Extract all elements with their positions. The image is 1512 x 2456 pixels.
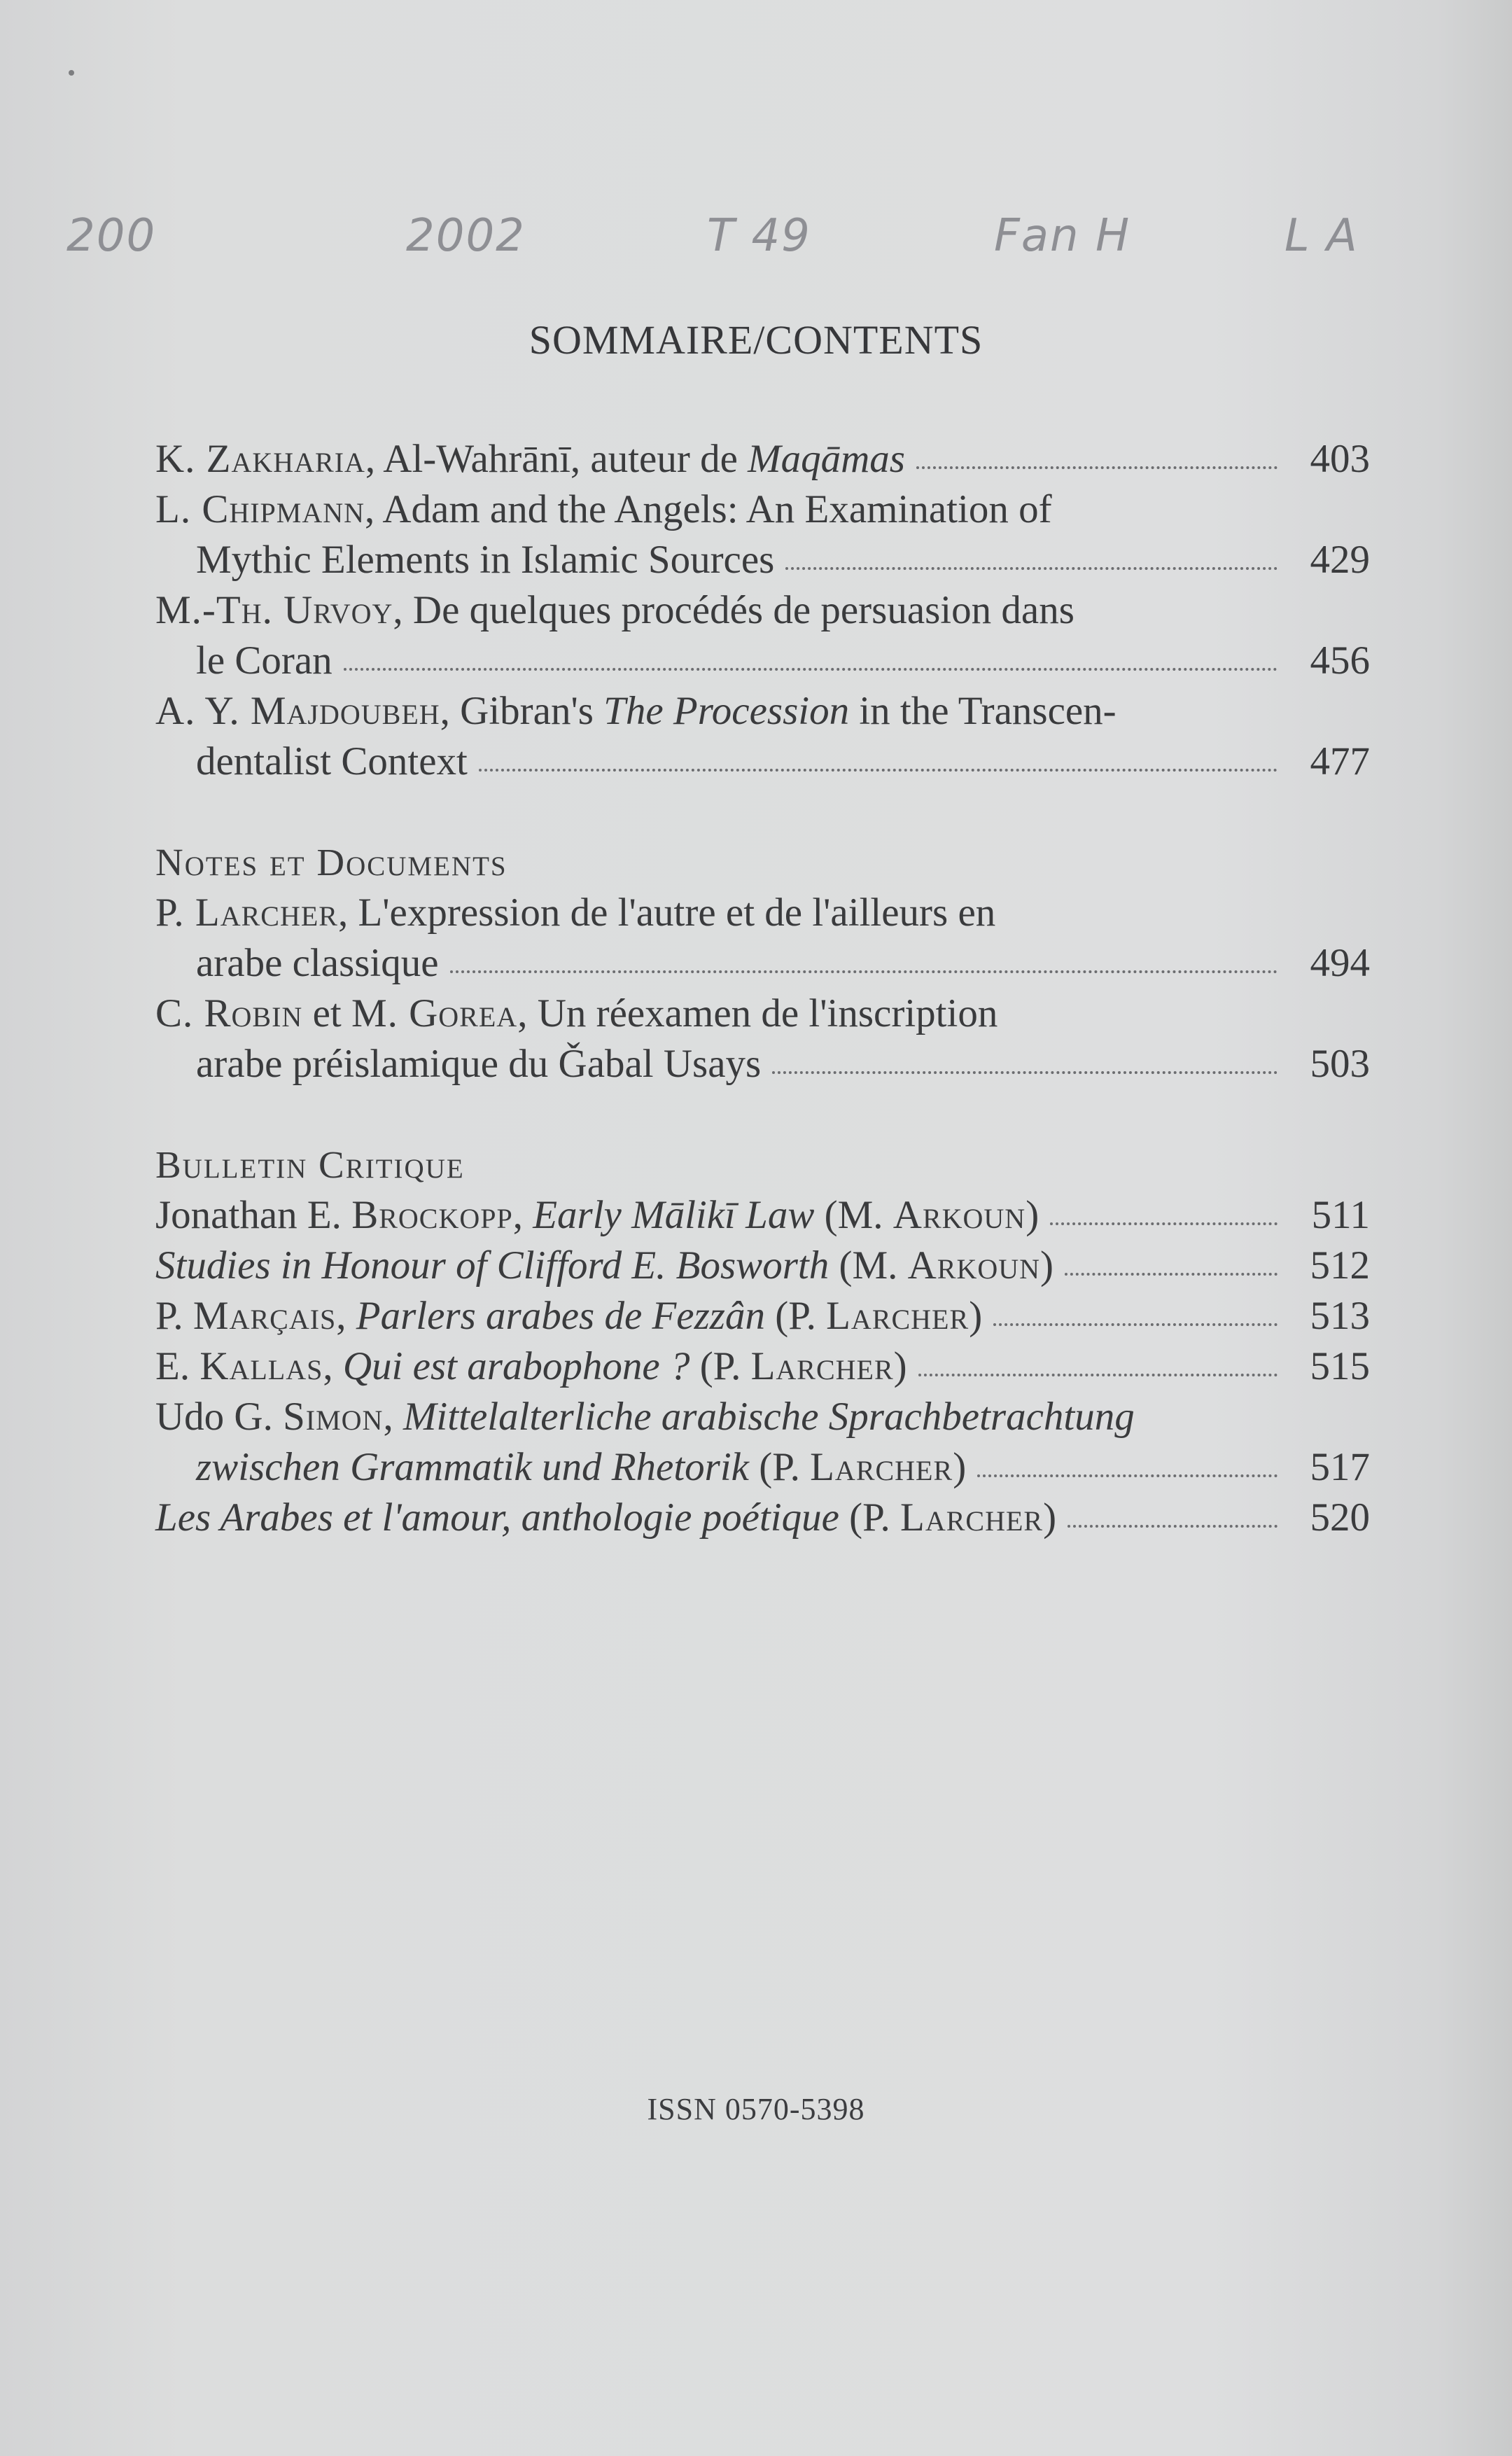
page-number: 515: [1310, 1344, 1370, 1388]
book-title: Mittelalterliche arabische Sprachbetrachtung: [402, 1395, 1135, 1439]
leader-dots: [993, 1323, 1278, 1326]
toc-entry[interactable]: [155, 585, 1370, 636]
toc-entry[interactable]: [155, 1341, 1370, 1392]
entry-title: in the Transcen-: [849, 689, 1116, 733]
entry-title: , Adam and the Angels: An Examination of: [365, 487, 1052, 531]
leader-dots: [1050, 1222, 1278, 1225]
issn-number: ISSN 0570-5398: [647, 2092, 865, 2126]
reviewer-open: (P.: [748, 1445, 811, 1489]
table-of-contents: [155, 434, 1370, 1543]
toc-entry[interactable]: [155, 1190, 1370, 1241]
toc-entry-continuation: [155, 737, 1370, 787]
leader-dots: [772, 1071, 1278, 1074]
author-given-name: Udo G.: [155, 1395, 284, 1439]
leader-dots: [1065, 1273, 1278, 1276]
leader-dots: [977, 1474, 1278, 1477]
entry-title: , Gibran's: [440, 689, 604, 733]
separator: ,: [512, 1193, 533, 1237]
author-name: C. Robin: [155, 991, 303, 1035]
author-given-name: P.: [155, 1294, 193, 1338]
toc-entry[interactable]: [155, 1241, 1370, 1291]
handwritten-note-3: T 49: [707, 210, 811, 262]
book-title: Early Mālikī Law: [533, 1193, 815, 1237]
book-title: Studies in Honour of Clifford E. Bosworth: [155, 1243, 830, 1288]
toc-entry-continuation: [155, 938, 1370, 989]
separator: ,: [383, 1395, 403, 1439]
toc-entry[interactable]: [155, 1493, 1370, 1543]
reviewer-name: Larcher: [900, 1495, 1044, 1540]
entry-title: le Coran: [196, 639, 332, 683]
reviewer-name: Larcher: [750, 1344, 894, 1388]
book-title: zwischen Grammatik und Rhetorik: [196, 1445, 749, 1489]
reviewer-close: ): [1026, 1193, 1040, 1237]
page-number: 494: [1310, 941, 1370, 985]
toc-entry-continuation: [155, 1039, 1370, 1089]
toc-entry[interactable]: [155, 434, 1370, 484]
reviewer-open: (P.: [764, 1294, 827, 1338]
leader-dots: [916, 466, 1278, 469]
connector-text: et: [302, 991, 351, 1035]
entry-title: , Al-Wahrānī, auteur de: [365, 437, 748, 481]
ink-speck: [69, 70, 74, 76]
toc-entry[interactable]: [155, 888, 1370, 938]
reviewer-close: ): [969, 1294, 983, 1338]
reviewer-open: (M.: [829, 1243, 908, 1288]
author-name: Kallas: [200, 1344, 323, 1388]
entry-title: arabe préislamique du Ǧabal Usays: [196, 1042, 762, 1086]
section-heading-notes: Notes et Documents: [155, 841, 507, 884]
toc-entry[interactable]: [155, 1392, 1370, 1442]
leader-dots: [785, 567, 1278, 570]
reviewer-close: ): [953, 1445, 967, 1489]
page-title: SOMMAIRE/CONTENTS: [528, 317, 983, 363]
section-heading-bulletin: Bulletin Critique: [155, 1143, 465, 1186]
separator: ,: [323, 1344, 343, 1388]
page-number: 503: [1310, 1042, 1370, 1086]
toc-entry-continuation: [155, 1442, 1370, 1493]
entry-title-italic: Maqāmas: [748, 437, 905, 481]
page-number: 477: [1310, 739, 1370, 783]
leader-dots: [918, 1374, 1278, 1376]
reviewer-name: Larcher: [810, 1445, 953, 1489]
page-number: 403: [1310, 437, 1370, 481]
reviewer-name: Arkoun: [892, 1193, 1026, 1237]
author-given-name: E.: [155, 1344, 200, 1388]
leader-dots: [344, 668, 1278, 671]
handwritten-note-4: Fan H: [994, 210, 1131, 262]
author-name: Brockopp: [351, 1193, 513, 1237]
toc-entry-continuation: [155, 535, 1370, 585]
author-name: A. Y. Majdoubeh: [155, 689, 440, 733]
leader-dots: [1068, 1525, 1278, 1528]
leader-dots: [479, 769, 1278, 772]
reviewer-open: (P.: [839, 1495, 901, 1540]
handwritten-note-2: 2002: [406, 210, 526, 262]
author-name: Marçais: [192, 1294, 337, 1338]
reviewer-close: ): [1043, 1495, 1057, 1540]
author-name: K. Zakharia: [155, 437, 365, 481]
entry-title: dentalist Context: [196, 739, 468, 783]
toc-entry[interactable]: [155, 989, 1370, 1039]
page-number: 520: [1310, 1495, 1370, 1540]
reviewer-name: Larcher: [826, 1294, 969, 1338]
book-title: Les Arabes et l'amour, anthologie poétique: [155, 1495, 839, 1540]
author-given-name: Jonathan E.: [155, 1193, 352, 1237]
entry-title: , De quelques procédés de persuasion dans: [393, 588, 1074, 632]
entry-title: arabe classique: [196, 941, 439, 985]
author-name: L. Chipmann: [155, 487, 365, 531]
entry-title: Mythic Elements in Islamic Sources: [196, 538, 775, 582]
author-name: Simon: [283, 1395, 384, 1439]
book-title: Parlers arabes de Fezzân: [356, 1294, 765, 1338]
entry-title-italic: The Procession: [603, 689, 850, 733]
entry-title: , L'expression de l'autre et de l'ailleurs en: [337, 891, 996, 935]
page-number: 511: [1311, 1193, 1370, 1237]
reviewer-close: ): [1040, 1243, 1054, 1288]
toc-entry[interactable]: [155, 686, 1370, 737]
toc-entry[interactable]: [155, 484, 1370, 535]
page-number: 512: [1310, 1243, 1370, 1288]
reviewer-close: ): [893, 1344, 907, 1388]
leader-dots: [450, 970, 1278, 973]
page-number: 517: [1310, 1445, 1370, 1489]
author-name: P. Larcher: [155, 891, 338, 935]
author-name: M.-Th. Urvoy: [155, 588, 393, 632]
page-number: 513: [1310, 1294, 1370, 1338]
separator: ,: [336, 1294, 356, 1338]
toc-entry[interactable]: [155, 1291, 1370, 1341]
entry-title: , Un réexamen de l'inscription: [517, 991, 998, 1035]
book-title: Qui est arabophone ?: [342, 1344, 690, 1388]
page-number: 456: [1310, 639, 1370, 683]
reviewer-name: Arkoun: [907, 1243, 1041, 1288]
reviewer-open: (M.: [814, 1193, 893, 1237]
handwritten-note-1: 200: [66, 210, 157, 262]
reviewer-open: (P.: [690, 1344, 751, 1388]
handwritten-note-5: L A: [1284, 210, 1359, 262]
page-number: 429: [1310, 538, 1370, 582]
author-name: M. Gorea: [351, 991, 518, 1035]
toc-entry-continuation: [155, 636, 1370, 686]
